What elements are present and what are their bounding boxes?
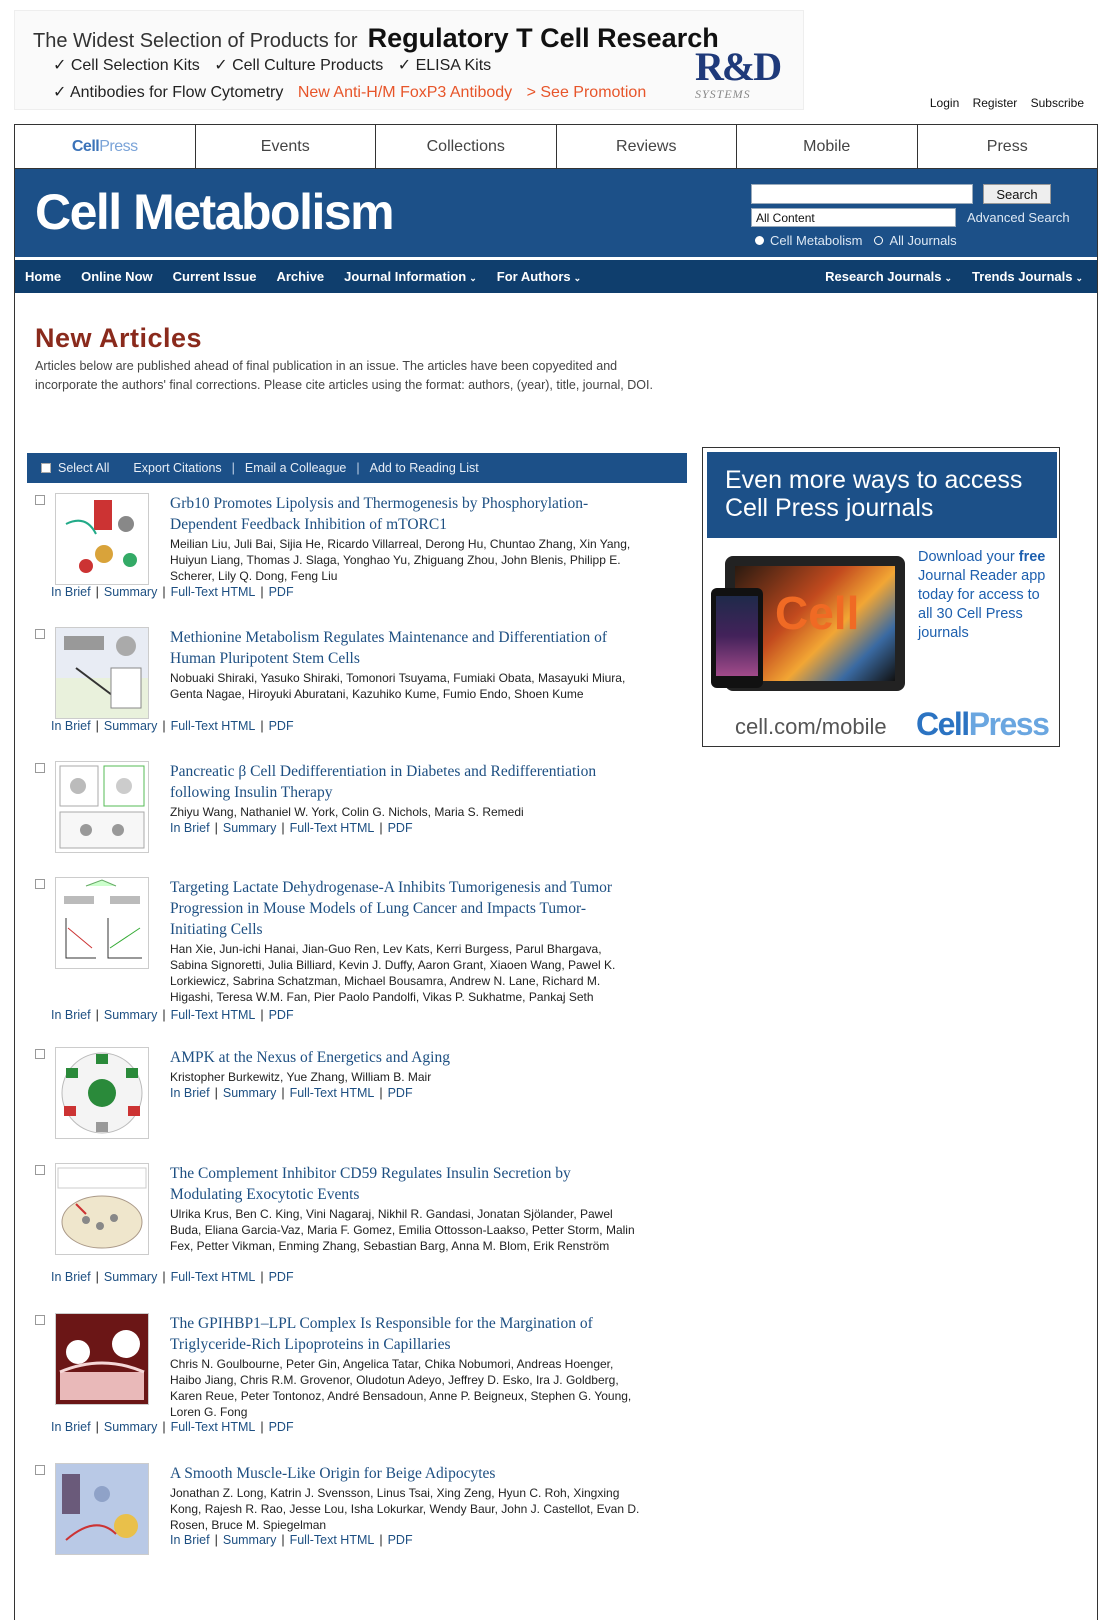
full-text-link[interactable]: Full-Text HTML	[170, 585, 256, 599]
summary-link[interactable]: Summary	[103, 1420, 158, 1434]
article-title-link[interactable]: A Smooth Muscle-Like Origin for Beige Adipocytes	[170, 1465, 496, 1482]
summary-link[interactable]: Summary	[103, 1270, 158, 1284]
link-separator: |	[260, 1420, 264, 1434]
pdf-link[interactable]: PDF	[268, 1270, 294, 1284]
register-link[interactable]: Register	[972, 96, 1018, 110]
cellpress-logo	[72, 138, 138, 156]
link-separator: |	[95, 585, 99, 599]
full-text-link[interactable]: Full-Text HTML	[289, 1086, 375, 1100]
article-item	[33, 1463, 673, 1563]
tablet-screen-text: Cell	[775, 587, 860, 639]
article-thumbnail[interactable]	[55, 761, 149, 853]
link-separator: |	[95, 719, 99, 733]
sidebar-ad-headline: Even more ways to access Cell Press journals	[707, 452, 1057, 538]
article-links	[51, 1008, 294, 1022]
select-all-checkbox[interactable]	[41, 463, 51, 473]
article-thumbnail[interactable]	[55, 1313, 149, 1405]
article-title-link[interactable]: Methionine Metabolism Regulates Maintenance and Differentiation of Human Pluripotent Stem Cells	[170, 629, 608, 667]
ad-item-elisa: ✓ ELISA Kits	[397, 57, 492, 74]
link-separator: |	[95, 1008, 99, 1022]
journal-header	[15, 169, 1097, 257]
article-authors: Ulrika Krus, Ben C. King, Vini Nagaraj, Nikhil R. Gandasi, Jonatan Sjölander, Pawel Buda, Eliana Garcia-Vaz, Maria F. Gomez, Emilia Ottosson-Laakso, Petter Storm, Malin Fex, Petter Vikman, Enming Zhang, Sebastian Barg, Anna M. Blom, Erik Renström	[170, 1207, 635, 1253]
cellpress-ad-logo-b: Press	[968, 706, 1049, 742]
article-links	[51, 1420, 294, 1434]
article-title-link[interactable]: Grb10 Promotes Lipolysis and Thermogenesis by Phosphorylation-Dependent Feedback Inhibition of mTORC1	[170, 495, 589, 533]
link-separator: |	[379, 1086, 383, 1100]
cellpress-ad-logo-a: Cell	[916, 706, 969, 742]
pdf-link[interactable]: PDF	[268, 1420, 294, 1434]
article-authors: Chris N. Goulbourne, Peter Gin, Angelica Tatar, Chika Nobumori, Andreas Hoenger, Haibo Jiang, Chris R.M. Grovenor, Oludotun Adeyo, Jeffrey D. Esko, Ira J. Goldberg, Karen Reue, Peter Tontonoz, André Bensadoun, Anne P. Beigneux, Stephen G. Young, Loren G. Fong	[170, 1357, 632, 1419]
pdf-link[interactable]: PDF	[387, 1086, 413, 1100]
link-separator: |	[214, 1533, 218, 1547]
article-authors: Meilian Liu, Juli Bai, Sijia He, Ricardo Villarreal, Derong Hu, Chuntao Zhang, Xin Yang, Huiyun Liang, Thomas J. Slaga, Yonghao Yu, Zhiguang Zhou, John Blenis, Philipp E. Scherer, Lily Q. Dong, Feng Liu	[170, 537, 631, 583]
summary-link[interactable]: Summary	[103, 585, 158, 599]
search-input[interactable]	[751, 184, 973, 204]
journal-title[interactable]: Cell Metabolism	[35, 184, 394, 240]
ad-headline-bold: Regulatory T Cell Research	[367, 23, 719, 53]
article-checkbox[interactable]	[35, 629, 45, 639]
nav-archive[interactable]: Archive	[276, 269, 325, 284]
article-checkbox[interactable]	[35, 495, 45, 505]
radio-all-journals[interactable]	[874, 236, 883, 245]
phone-image	[711, 588, 763, 688]
sidebar-ad-url: cell.com/mobile	[735, 714, 887, 739]
graphical-abstract-image	[56, 1164, 148, 1254]
full-text-link[interactable]: Full-Text HTML	[170, 719, 256, 733]
ad-item-cell-culture: ✓ Cell Culture Products	[214, 57, 384, 74]
in-brief-link[interactable]: In Brief	[51, 585, 91, 599]
pdf-link[interactable]: PDF	[268, 1008, 294, 1022]
link-separator: |	[379, 1533, 383, 1547]
radio-this-journal-label: Cell Metabolism	[770, 233, 863, 248]
article-authors: Nobuaki Shiraki, Yasuko Shiraki, Tomonori Tsuyama, Fumiaki Obata, Masayuki Miura, Genta Nagae, Hiroyuki Aburatani, Kazuhiko Kume, Fumio Endo, Shoen Kume	[170, 671, 626, 701]
ad-banner[interactable]	[14, 10, 804, 110]
sidebar-ad-promo-text	[918, 548, 1058, 643]
article-authors: Kristopher Burkewitz, Yue Zhang, William B. Mair	[170, 1070, 432, 1084]
tab-mobile[interactable]: Mobile	[736, 125, 917, 168]
link-separator: |	[95, 1270, 99, 1284]
email-colleague-button[interactable]: Email a Colleague	[244, 461, 347, 475]
summary-link[interactable]: Summary	[103, 719, 158, 733]
ad-headline	[33, 23, 719, 54]
link-separator: |	[260, 585, 264, 599]
full-text-link[interactable]: Full-Text HTML	[289, 821, 375, 835]
article-item	[33, 877, 673, 1027]
chevron-down-icon: ⌄	[573, 273, 582, 283]
in-brief-link[interactable]: In Brief	[51, 719, 91, 733]
nav-research-journals-label: Research Journals	[825, 269, 942, 284]
top-nav	[15, 125, 1097, 169]
article-checkbox[interactable]	[35, 763, 45, 773]
graphical-abstract-image	[56, 878, 148, 968]
sidebar-mobile-ad[interactable]	[702, 447, 1060, 747]
link-separator: |	[162, 1008, 166, 1022]
login-link[interactable]: Login	[929, 96, 960, 110]
article-authors: Zhiyu Wang, Nathaniel W. York, Colin G. Nichols, Maria S. Remedi	[170, 805, 524, 819]
article-thumbnail[interactable]	[55, 877, 149, 969]
search-scope-select[interactable]: All Content	[751, 208, 956, 227]
article-links	[51, 719, 294, 733]
article-item	[33, 1163, 673, 1293]
chevron-down-icon: ⌄	[944, 273, 953, 283]
article-thumbnail[interactable]	[55, 493, 149, 585]
article-authors: Jonathan Z. Long, Katrin J. Svensson, Linus Tsai, Xing Zeng, Hyun C. Roh, Xingxing Kong, Rajesh R. Rao, Jesse Lou, Isha Lokurkar, Wendy Baur, John J. Castellot, Evan D. Rosen, Bruce M. Spiegelman	[170, 1486, 640, 1532]
cellpress-home-tab[interactable]	[15, 125, 195, 168]
article-item	[33, 627, 673, 737]
full-text-link[interactable]: Full-Text HTML	[170, 1420, 256, 1434]
intro-text: Articles below are published ahead of final publication in an issue. The articles have been copyedited and incorporate the authors' final corrections. Please cite articles using the format: authors, (year), title, journal, DOI.	[35, 359, 653, 392]
in-brief-link[interactable]: In Brief	[170, 1086, 210, 1100]
nav-for-authors[interactable]	[497, 269, 581, 284]
link-separator: |	[281, 1086, 285, 1100]
toolbar-separator: |	[356, 461, 360, 475]
link-separator: |	[260, 719, 264, 733]
in-brief-link[interactable]: In Brief	[51, 1008, 91, 1022]
summary-link[interactable]: Summary	[103, 1008, 158, 1022]
article-title-link[interactable]: AMPK at the Nexus of Energetics and Aging	[170, 1049, 450, 1066]
search-button[interactable]: Search	[983, 184, 1051, 204]
nav-journal-information-label: Journal Information	[344, 269, 467, 284]
promo-text-free: free	[1018, 549, 1046, 565]
ad-item-antibodies: ✓ Antibodies for Flow Cytometry	[53, 84, 284, 101]
article-checkbox[interactable]	[35, 879, 45, 889]
link-separator: |	[162, 1420, 166, 1434]
nav-journal-information[interactable]	[344, 269, 477, 284]
graphical-abstract-image	[56, 1314, 148, 1404]
graphical-abstract-image	[56, 628, 148, 718]
link-separator: |	[162, 585, 166, 599]
page-frame	[14, 124, 1098, 1620]
ad-item-cell-selection: ✓ Cell Selection Kits	[53, 57, 200, 74]
radio-all-journals-label: All Journals	[889, 233, 957, 248]
export-citations-button[interactable]: Export Citations	[133, 461, 222, 475]
full-text-link[interactable]: Full-Text HTML	[289, 1533, 375, 1547]
article-thumbnail[interactable]	[55, 1163, 149, 1255]
article-title-link[interactable]: Pancreatic β Cell Dedifferentiation in Diabetes and Redifferentiation following Insulin Therapy	[170, 763, 597, 801]
article-item	[33, 493, 673, 603]
in-brief-link[interactable]: In Brief	[51, 1270, 91, 1284]
rd-systems-logo	[695, 44, 785, 101]
link-separator: |	[260, 1270, 264, 1284]
nav-online-now[interactable]: Online Now	[81, 269, 153, 284]
full-text-link[interactable]: Full-Text HTML	[170, 1008, 256, 1022]
article-item	[33, 1313, 673, 1443]
article-item	[33, 761, 673, 861]
nav-for-authors-label: For Authors	[496, 269, 571, 284]
cellpress-logo-a: Cell	[71, 137, 100, 155]
search-scope-radios	[755, 233, 957, 248]
advanced-search-link[interactable]: Advanced Search	[967, 210, 1070, 225]
select-all-label[interactable]: Select All	[58, 461, 110, 475]
nav-trends-journals[interactable]	[972, 269, 1083, 284]
in-brief-link[interactable]: In Brief	[170, 821, 210, 835]
article-title-link[interactable]: The GPIHBP1–LPL Complex Is Responsible for the Margination of Triglyceride-Rich Lipoproteins in Capillaries	[170, 1315, 593, 1353]
tab-events[interactable]: Events	[195, 125, 376, 168]
link-separator: |	[281, 821, 285, 835]
tab-reviews[interactable]: Reviews	[556, 125, 737, 168]
rd-logo-subtext: SYSTEMS	[695, 87, 751, 101]
article-thumbnail[interactable]	[55, 1463, 149, 1555]
tab-collections[interactable]: Collections	[375, 125, 556, 168]
nav-research-journals[interactable]	[825, 269, 952, 284]
pdf-link[interactable]: PDF	[268, 719, 294, 733]
in-brief-link[interactable]: In Brief	[51, 1420, 91, 1434]
page-title: New Articles	[35, 323, 203, 353]
link-separator: |	[214, 821, 218, 835]
article-links	[170, 1533, 413, 1547]
article-checkbox[interactable]	[35, 1465, 45, 1475]
nav-home[interactable]: Home	[25, 269, 62, 284]
add-reading-list-button[interactable]: Add to Reading List	[369, 461, 479, 475]
tab-press[interactable]: Press	[917, 125, 1098, 168]
pdf-link[interactable]: PDF	[387, 1533, 413, 1547]
article-links	[51, 585, 294, 599]
article-checkbox[interactable]	[35, 1049, 45, 1059]
radio-this-journal[interactable]	[755, 236, 764, 245]
summary-link[interactable]: Summary	[222, 1533, 277, 1547]
graphical-abstract-image	[56, 1464, 148, 1554]
link-separator: |	[260, 1008, 264, 1022]
link-separator: |	[379, 821, 383, 835]
article-title-link[interactable]: Targeting Lactate Dehydrogenase-A Inhibits Tumorigenesis and Tumor Progression in Mouse Models of Lung Cancer and Impacts Tumor-Initiating Cells	[170, 879, 613, 938]
rd-logo-text: R&D	[695, 44, 781, 89]
pdf-link[interactable]: PDF	[387, 821, 413, 835]
nav-right-group	[819, 269, 1097, 284]
link-separator: |	[95, 1420, 99, 1434]
article-title-link[interactable]: The Complement Inhibitor CD59 Regulates Insulin Secretion by Modulating Exocytotic Events	[170, 1165, 571, 1203]
toolbar-separator: |	[231, 461, 235, 475]
graphical-abstract-image	[56, 494, 148, 584]
article-item	[33, 1047, 673, 1147]
promo-text-pre: Download your	[918, 549, 1015, 565]
ad-promo-new[interactable]: New Anti-H/M FoxP3 Antibody	[297, 84, 513, 101]
chevron-down-icon: ⌄	[1075, 273, 1083, 283]
account-links	[920, 96, 1084, 110]
ad-product-row-2	[53, 82, 656, 102]
article-checkbox[interactable]	[35, 1165, 45, 1175]
ad-headline-lead: The Widest Selection of Products for	[33, 30, 358, 52]
article-links	[170, 1086, 413, 1100]
link-separator: |	[281, 1533, 285, 1547]
article-checkbox[interactable]	[35, 1315, 45, 1325]
full-text-link[interactable]: Full-Text HTML	[170, 1270, 256, 1284]
pdf-link[interactable]: PDF	[268, 585, 294, 599]
link-separator: |	[214, 1086, 218, 1100]
article-toolbar	[27, 453, 687, 483]
cellpress-ad-logo	[916, 706, 1048, 743]
summary-link[interactable]: Summary	[222, 1086, 277, 1100]
in-brief-link[interactable]: In Brief	[170, 1533, 210, 1547]
chevron-down-icon: ⌄	[469, 273, 477, 283]
graphical-abstract-image	[56, 762, 148, 852]
summary-link[interactable]: Summary	[222, 821, 277, 835]
promo-text-post: Journal Reader app today for access to all 30 Cell Press journals	[918, 568, 1046, 641]
article-links	[51, 1270, 294, 1284]
graphical-abstract-image	[56, 1048, 148, 1138]
article-thumbnail[interactable]	[55, 627, 149, 719]
article-links	[170, 821, 413, 835]
ad-see-promotion-link[interactable]: > See Promotion	[526, 84, 647, 101]
article-thumbnail[interactable]	[55, 1047, 149, 1139]
nav-trends-journals-label: Trends Journals	[972, 269, 1073, 284]
link-separator: |	[162, 1270, 166, 1284]
nav-current-issue[interactable]: Current Issue	[172, 269, 257, 284]
ad-product-row	[53, 55, 501, 75]
main-nav	[15, 257, 1097, 293]
article-authors: Han Xie, Jun-ichi Hanai, Jian-Guo Ren, Lev Kats, Kerri Burgess, Parul Bhargava, Sabina Signoretti, Julia Billiard, Kevin J. Duffy, Aaron Grant, Xiaoen Wang, Pawel K. Lorkiewicz, Sabrina Schatzman, Michael Bousamra, Andrew N. Lane, Richard M. Higashi, Teresa W.M. Fan, Pier Paolo Pandolfi, Vikas P. Sukhatme, Pankaj Seth	[170, 942, 616, 1004]
link-separator: |	[162, 719, 166, 733]
subscribe-link[interactable]: Subscribe	[1030, 96, 1084, 110]
cellpress-logo-b: Press	[99, 137, 138, 155]
phone-screen	[716, 596, 758, 676]
